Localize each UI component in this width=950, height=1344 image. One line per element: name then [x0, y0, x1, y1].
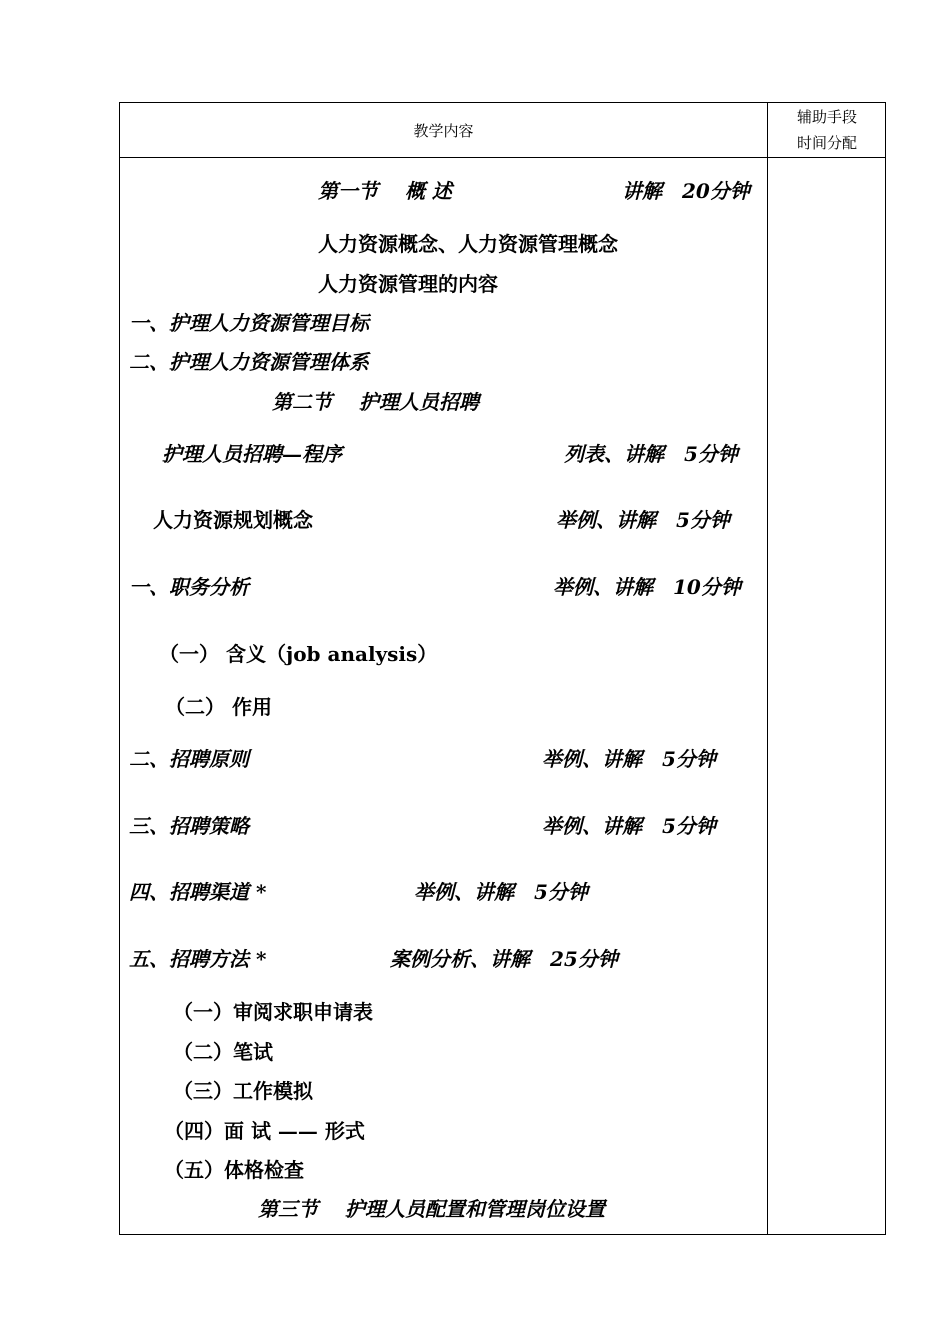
header-divider [120, 157, 885, 158]
header-aux-label-1: 辅助手段 [796, 108, 857, 126]
principle-line: 二、招聘原则 [129, 747, 249, 771]
job-analysis-method: 举例、讲解 10分钟 [553, 575, 741, 599]
section-3-heading: 第三节 护理人员配置和管理岗位设置 [258, 1197, 605, 1221]
goal-line: 一、护理人力资源管理目标 [129, 311, 369, 335]
system-line: 二、护理人力资源管理体系 [129, 350, 369, 374]
strategy-line: 三、招聘策略 [129, 814, 249, 838]
method-item-5: （五）体格检查 [164, 1158, 304, 1182]
strategy-method: 举例、讲解 5分钟 [542, 814, 716, 838]
section-2-heading: 第二节 护理人员招聘 [272, 390, 479, 414]
principle-method: 举例、讲解 5分钟 [542, 747, 716, 771]
header-content-label: 教学内容 [413, 121, 474, 140]
method-item-4: （四）面 试 —— 形式 [164, 1119, 365, 1143]
meaning-line: （一） 含义（job analysis） [159, 642, 438, 666]
hr-planning-method: 举例、讲解 5分钟 [556, 508, 730, 532]
function-line: （二） 作用 [165, 695, 272, 719]
header-content-cell [120, 103, 767, 157]
method-line: 五、招聘方法 * [129, 947, 267, 971]
content-line: 人力资源管理的内容 [318, 272, 498, 296]
header-aux-label-2: 时间分配 [796, 134, 857, 152]
recruit-procedure-line: 护理人员招聘—程序 [162, 442, 342, 466]
method-item-3: （三）工作模拟 [173, 1079, 313, 1103]
method-item-2: （二）笔试 [173, 1040, 273, 1064]
channel-line: 四、招聘渠道 * [129, 880, 267, 904]
method-item-1: （一）审阅求职申请表 [173, 1000, 373, 1024]
section-1-heading: 第一节 概 述 [318, 179, 452, 203]
job-analysis-line: 一、职务分析 [129, 575, 249, 599]
method-method: 案例分析、讲解 25分钟 [390, 947, 618, 971]
column-divider [767, 103, 768, 1234]
recruit-procedure-method: 列表、讲解 5分钟 [564, 442, 738, 466]
concept-line: 人力资源概念、人力资源管理概念 [318, 232, 618, 256]
channel-method: 举例、讲解 5分钟 [414, 880, 588, 904]
section-1-method: 讲解 20分钟 [622, 179, 750, 203]
hr-planning-line: 人力资源规划概念 [153, 508, 313, 532]
lesson-plan-table [119, 102, 886, 1235]
header-aux-cell [768, 103, 886, 157]
